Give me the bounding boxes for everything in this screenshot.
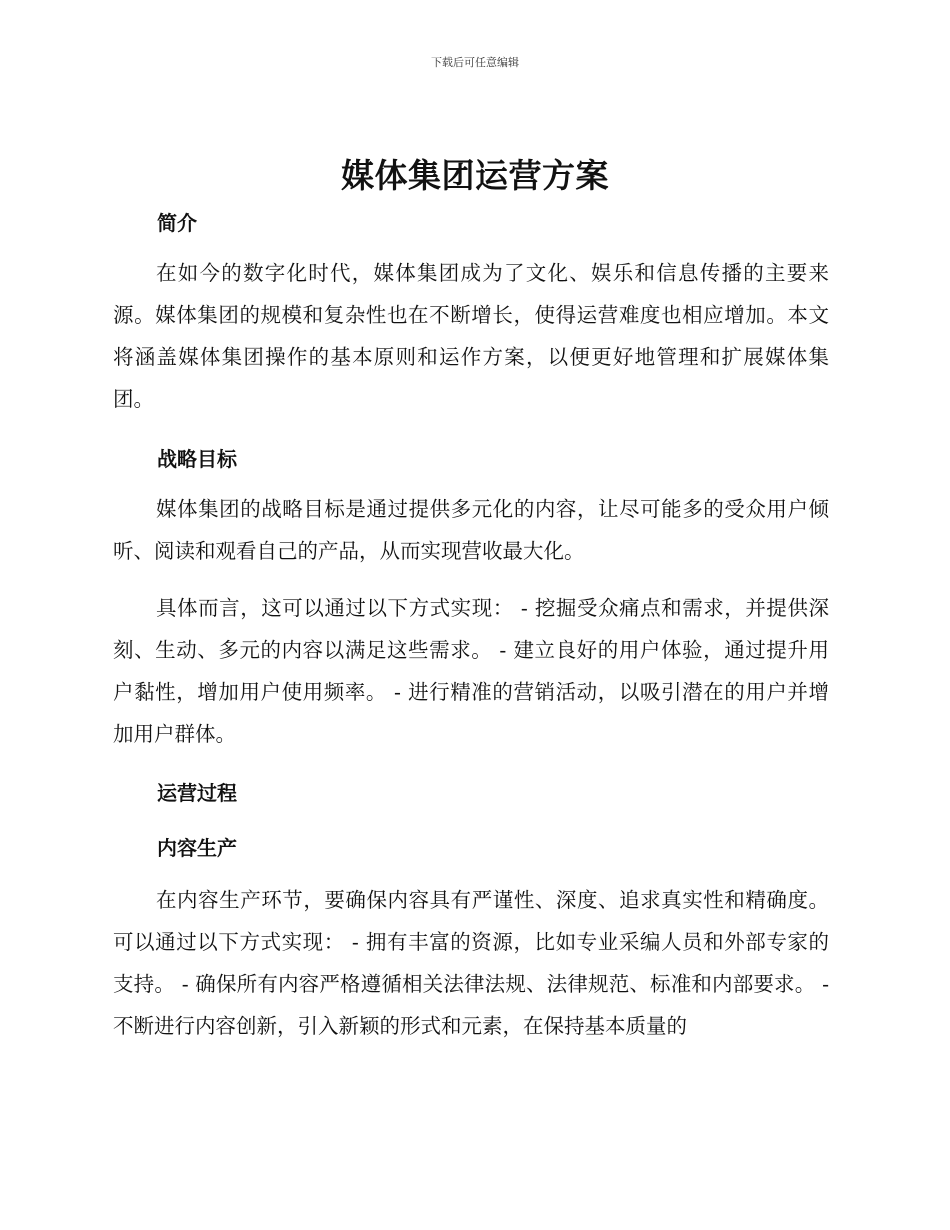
- page-header-note: 下载后可任意编辑: [431, 56, 519, 69]
- strategy-paragraph-2: 具体而言，这可以通过以下方式实现： - 挖掘受众痛点和需求，并提供深刻、生动、多元的内容以满足这些需求。 - 建立良好的用户体验，通过提升用户黏性，增加用户使用频率。 - 进行精准的营销活动，以吸引潜在的用户并增加用户群体。: [113, 596, 829, 746]
- content-production-paragraph: 在内容生产环节，要确保内容具有严谨性、深度、追求真实性和精确度。可以通过以下方式实现： - 拥有丰富的资源，比如专业采编人员和外部专家的支持。 - 确保所有内容严格遵循相关法律法规、法律规范、标准和内部要求。 - 不断进行内容创新，引入新颖的形式和元素，在保持基本质量的: [113, 888, 829, 1038]
- section-heading-strategy: 战略目标: [157, 447, 237, 471]
- intro-paragraph: 在如今的数字化时代，媒体集团成为了文化、娱乐和信息传播的主要来源。媒体集团的规模和复杂性也在不断增长，使得运营难度也相应增加。本文将涵盖媒体集团操作的基本原则和运作方案，以便更好地管理和扩展媒体集团。: [113, 261, 829, 411]
- section-heading-content-production: 内容生产: [157, 836, 237, 860]
- strategy-paragraph-1: 媒体集团的战略目标是通过提供多元化的内容，让尽可能多的受众用户倾听、阅读和观看自己的产品，从而实现营收最大化。: [113, 497, 829, 563]
- section-heading-operations: 运营过程: [157, 781, 237, 805]
- document-title: 媒体集团运营方案: [341, 156, 609, 195]
- section-heading-intro: 简介: [157, 211, 197, 235]
